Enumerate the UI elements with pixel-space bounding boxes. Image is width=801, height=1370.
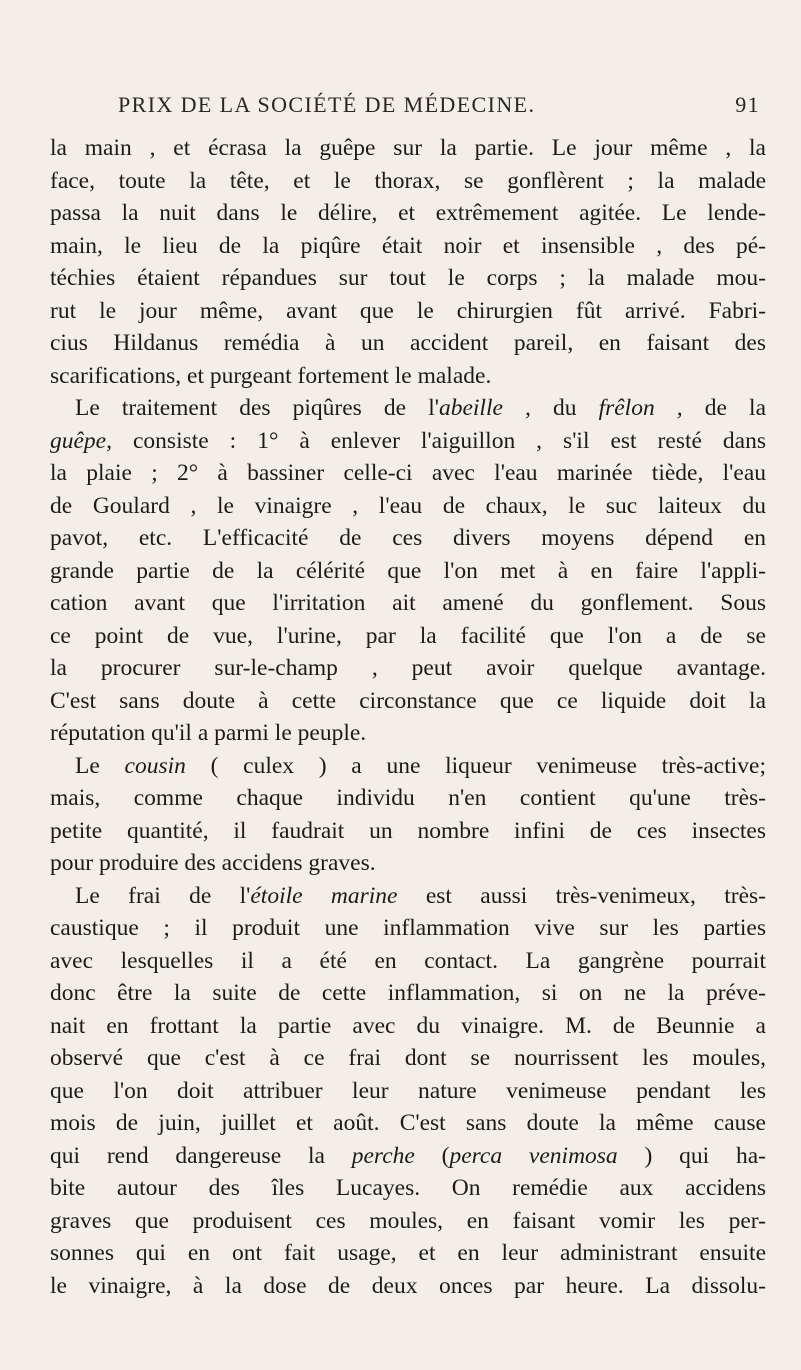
text-segment: réputation qu'il a parmi le peuple.: [50, 720, 367, 746]
text-line: [50, 392, 766, 425]
text-segment: pavot, etc. L'efficacité de ces divers moyens dépend en: [50, 525, 766, 551]
text-segment: cation avant que l'irritation ait amené du gonflement. Sous: [50, 590, 766, 616]
text-segment: nait en frottant la partie avec du vinaigre. M. de Beunnie a: [50, 1012, 766, 1039]
text-line: [50, 1237, 766, 1270]
text-segment: sonnes qui en ont fait usage, et en leur administrant ensuite: [50, 1240, 766, 1266]
text-segment: Le: [75, 752, 125, 779]
text-segment: ( culex ) a une liqueur venimeuse très-active;: [185, 752, 766, 779]
text-segment: Le frai de l': [75, 882, 251, 909]
text-segment: mais, comme chaque individu n'en contient qu'une très-: [50, 785, 766, 811]
text-line: [50, 457, 766, 490]
text-line: [50, 1075, 766, 1108]
text-segment: est aussi très-venimeux, très-: [397, 882, 766, 909]
text-segment: rut le jour même, avant que le chirurgien fût arrivé. Fabri-: [50, 297, 766, 324]
running-title: PRIX DE LA SOCIÉTÉ DE MÉDECINE.: [118, 92, 536, 117]
text-line: [50, 1205, 766, 1238]
text-segment: le vinaigre, à la dose de deux onces par heure. La dissolu-: [50, 1272, 766, 1299]
text-line: [50, 490, 766, 523]
text-segment: caustique ; il produit une inflammation vive sur les parties: [50, 915, 766, 941]
text-line: [50, 587, 766, 620]
text-segment: téchies étaient répandues sur tout le corps ; la malade mou-: [50, 265, 766, 291]
text-segment: mois de juin, juillet et août. C'est sans doute la même cause: [50, 1110, 766, 1136]
text-segment: la procurer sur-le-champ , peut avoir quelque avantage.: [50, 655, 766, 681]
text-line: [50, 782, 766, 815]
text-segment: observé que c'est à ce frai dont se nourrissent les moules,: [50, 1045, 766, 1071]
text-line: [50, 847, 766, 880]
text-line: [50, 522, 766, 555]
text-segment: ) qui ha-: [617, 1142, 766, 1169]
text-segment: que l'on doit attribuer leur nature venimeuse pendant les: [50, 1077, 766, 1104]
text-segment: avec lesquelles il a été en contact. La gangrène pourrait: [50, 947, 766, 974]
text-line: [50, 1010, 766, 1043]
italic-text: étoile marine: [250, 882, 398, 909]
text-segment: cius Hildanus remédia à un accident pareil, en faisant des: [50, 330, 766, 356]
italic-text: frêlon ,: [598, 395, 683, 421]
text-segment: pour produire des accidens graves.: [50, 850, 376, 876]
text-segment: de la: [682, 395, 766, 421]
text-line: [50, 230, 766, 263]
text-segment: face, toute la tête, et le thorax, se gonflèrent ; la malade: [50, 167, 766, 194]
text-segment: donc être la suite de cette inflammation, si on ne la préve-: [50, 980, 766, 1006]
text-segment: bite autour des îles Lucayes. On remédie aux accidens: [50, 1175, 766, 1201]
text-line: [50, 945, 766, 978]
text-segment: passa la nuit dans le délire, et extrêmement agitée. Le lende-: [50, 200, 766, 226]
text-segment: la plaie ; 2° à bassiner celle-ci avec l'eau marinée tiède, l'eau: [50, 460, 766, 486]
text-line: [50, 1107, 766, 1140]
italic-text: abeille ,: [438, 395, 531, 421]
text-line: [50, 132, 766, 165]
text-segment: C'est sans doute à cette circonstance que ce liquide doit la: [50, 687, 766, 714]
text-segment: consiste : 1° à enlever l'aiguillon , s'il est resté dans: [112, 427, 766, 454]
text-line: [50, 652, 766, 685]
running-head: [50, 92, 760, 122]
italic-text: guêpe,: [50, 427, 112, 454]
text-segment: (: [414, 1142, 450, 1169]
text-line: [50, 360, 766, 393]
text-line: [50, 262, 766, 295]
italic-text: perca venimosa: [449, 1142, 618, 1169]
text-line: [50, 750, 766, 783]
text-segment: du: [530, 395, 599, 421]
text-line: [50, 555, 766, 588]
italic-text: perche: [351, 1142, 415, 1169]
body-text: [50, 132, 766, 1302]
text-segment: Le traitement des piqûres de l': [75, 395, 439, 421]
text-segment: ce point de vue, l'urine, par la facilité que l'on a de se: [50, 622, 766, 649]
text-line: [50, 165, 766, 198]
text-segment: de Goulard , le vinaigre , l'eau de chaux, le suc laiteux du: [50, 492, 766, 519]
text-line: [50, 1140, 766, 1173]
text-line: [50, 295, 766, 328]
text-line: [50, 685, 766, 718]
text-segment: graves que produisent ces moules, en faisant vomir les per-: [50, 1207, 766, 1234]
text-line: [50, 197, 766, 230]
text-line: [50, 977, 766, 1010]
text-line: [50, 717, 766, 750]
text-segment: qui rend dangereuse la: [50, 1142, 352, 1169]
text-segment: main, le lieu de la piqûre était noir et insensible , des pé-: [50, 232, 766, 259]
text-line: [50, 327, 766, 360]
text-segment: grande partie de la célérité que l'on met à en faire l'appli-: [50, 557, 766, 584]
text-segment: scarifications, et purgeant fortement le malade.: [50, 362, 492, 389]
text-segment: la main , et écrasa la guêpe sur la partie. Le jour même , la: [50, 135, 766, 161]
text-line: [50, 815, 766, 848]
page-number: 91: [735, 92, 760, 117]
italic-text: cousin: [124, 752, 186, 779]
text-line: [50, 912, 766, 945]
text-line: [50, 1270, 766, 1303]
text-line: [50, 880, 766, 913]
text-segment: petite quantité, il faudrait un nombre infini de ces insectes: [50, 817, 766, 844]
text-line: [50, 1042, 766, 1075]
text-line: [50, 1172, 766, 1205]
text-line: [50, 620, 766, 653]
text-line: [50, 425, 766, 458]
